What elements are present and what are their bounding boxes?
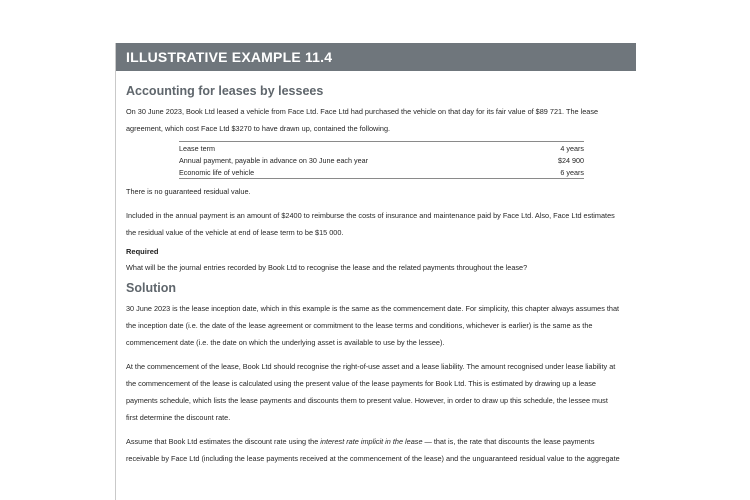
emphasis-text: interest rate implicit in the lease <box>320 437 423 446</box>
solution-line: At the commencement of the lease, Book Ltd should recognise the right-of-use asset and a lease liability. The amount recognised under lease liability at <box>126 362 616 371</box>
solution-line: commencement date (i.e. the date on which the underlying asset is available to use by the lessee). <box>126 338 445 347</box>
residual-note: There is no guaranteed residual value. <box>126 187 251 196</box>
term-value: 6 years <box>535 166 584 179</box>
solution-heading: Solution <box>126 281 176 295</box>
solution-paragraph-1 <box>126 300 631 351</box>
solution-line: payments schedule, which lists the lease payments and discounts them to present value. However, in order to draw up this schedule, the lessee must <box>126 396 608 405</box>
required-question: What will be the journal entries recorded by Book Ltd to recognise the lease and the related payments throughout the lease? <box>126 263 528 272</box>
included-line: Included in the annual payment is an amount of $2400 to reimburse the costs of insurance and maintenance paid by Face Ltd. Also, Face Ltd estimates <box>126 211 615 220</box>
example-banner: ILLUSTRATIVE EXAMPLE 11.4 <box>116 43 636 71</box>
table-row <box>179 166 584 179</box>
solution-line: 30 June 2023 is the lease inception date, which in this example is the same as the commencement date. For simplicity, this chapter always assumes that <box>126 304 620 313</box>
solution-line: the commencement of the lease is calculated using the present value of the lease payments for Book Ltd. This is estimated by drawing up a lease <box>126 379 596 388</box>
text-run: Assume that Book Ltd estimates the discount rate using the <box>126 437 321 446</box>
solution-line: the inception date (i.e. the date of the lease agreement or commitment to the lease terms and conditions, whichever is earlier) is the same as the <box>126 321 593 330</box>
term-label: Lease term <box>179 142 535 155</box>
intro-line: On 30 June 2023, Book Ltd leased a vehicle from Face Ltd. Face Ltd had purchased the vehicle on that day for its fair value of $89 721. The lease <box>126 107 599 116</box>
term-label: Economic life of vehicle <box>179 166 535 179</box>
included-line: the residual value of the vehicle at end of lease term to be $15 000. <box>126 228 344 237</box>
solution-paragraph-2 <box>126 358 631 426</box>
text-run: — that is, the rate that discounts the lease payments <box>422 437 595 446</box>
solution-line <box>126 433 631 450</box>
table-row <box>179 154 584 166</box>
intro-line: agreement, which cost Face Ltd $3270 to have drawn up, contained the following. <box>126 124 391 133</box>
included-paragraph <box>126 207 631 241</box>
textbook-page <box>115 43 636 500</box>
section-title: Accounting for leases by lessees <box>126 84 324 98</box>
intro-paragraph <box>126 103 631 137</box>
example-content <box>126 83 631 467</box>
term-label: Annual payment, payable in advance on 30 June each year <box>179 155 369 165</box>
solution-paragraph-3 <box>126 433 631 467</box>
term-value: $24 900 <box>558 155 584 165</box>
term-value: 4 years <box>535 142 584 155</box>
required-heading: Required <box>126 247 159 256</box>
solution-line: receivable by Face Ltd (including the lease payments received at the commencement of the lease) and the unguaranteed residual value to the aggregate <box>126 454 620 463</box>
lease-terms-table <box>179 141 584 179</box>
table-row <box>179 142 584 155</box>
solution-line: first determine the discount rate. <box>126 413 231 422</box>
